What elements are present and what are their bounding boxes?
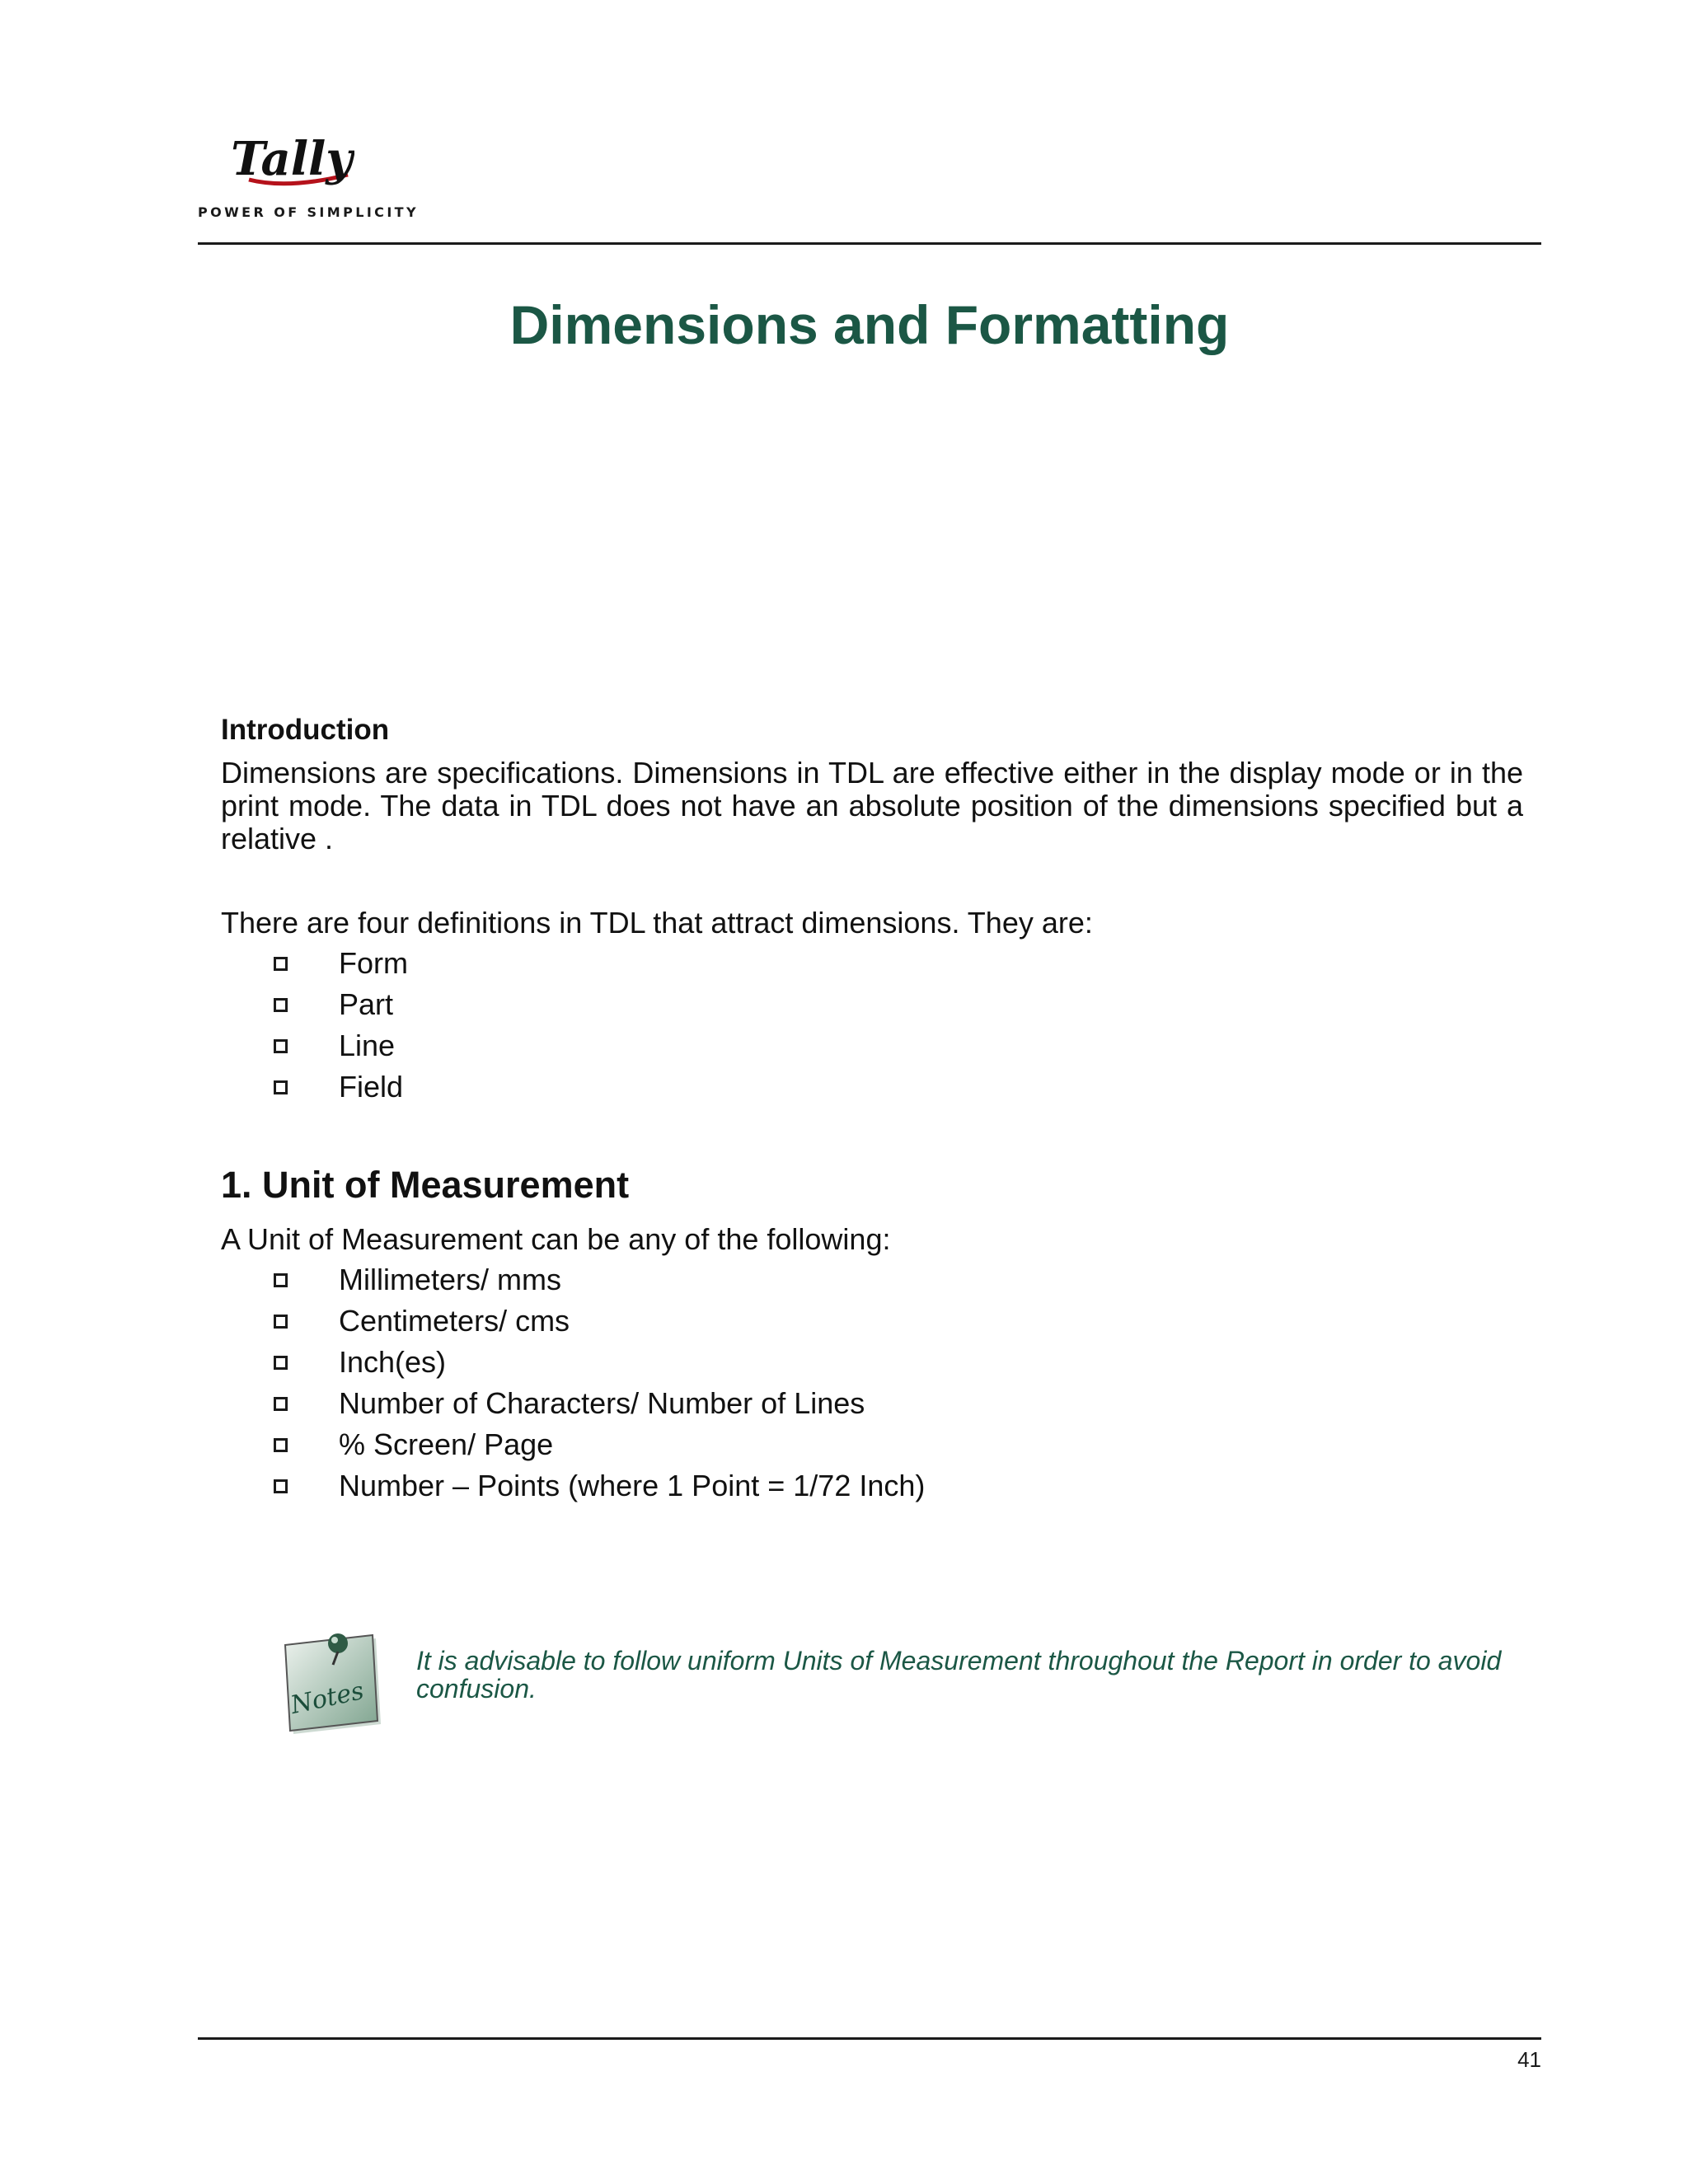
introduction-heading: Introduction xyxy=(221,714,390,746)
logo-wordmark: Tally xyxy=(231,132,353,186)
square-bullet-icon xyxy=(274,1479,288,1493)
header-rule xyxy=(198,242,1541,245)
definitions-list xyxy=(274,943,408,1108)
note-text: It is advisable to follow uniform Units of Measurement throughout the Report in order to avoid confusion. xyxy=(416,1646,1502,1704)
introduction-paragraph: Dimensions are specifications. Dimensions in TDL are effective either in the display mode or in the print mode. The data in TDL does not have an absolute position of the dimensions specified but a relative . xyxy=(221,756,1523,855)
square-bullet-icon xyxy=(274,957,288,971)
svg-text:Notes: Notes xyxy=(288,1676,367,1721)
list-item: Field xyxy=(274,1066,408,1108)
square-bullet-icon xyxy=(274,1273,288,1287)
square-bullet-icon xyxy=(274,1438,288,1452)
section-heading: 1. Unit of Measurement xyxy=(221,1164,630,1206)
units-lead: A Unit of Measurement can be any of the following: xyxy=(221,1222,891,1256)
list-item: Number – Points (where 1 Point = 1/72 Inch) xyxy=(274,1465,925,1507)
list-item: Number of Characters/ Number of Lines xyxy=(274,1383,925,1424)
square-bullet-icon xyxy=(274,1315,288,1329)
tally-logo xyxy=(198,132,419,231)
square-bullet-icon xyxy=(274,1356,288,1370)
square-bullet-icon xyxy=(274,1397,288,1411)
list-item: Part xyxy=(274,984,408,1025)
list-item: Line xyxy=(274,1025,408,1066)
list-item: % Screen/ Page xyxy=(274,1424,925,1465)
list-item: Centimeters/ cms xyxy=(274,1301,925,1342)
footer-rule xyxy=(198,2037,1541,2040)
list-item: Form xyxy=(274,943,408,984)
chapter-title: Dimensions and Formatting xyxy=(509,294,1230,355)
logo-tagline: POWER OF SIMPLICITY xyxy=(198,204,419,220)
list-item: Millimeters/ mms xyxy=(274,1259,925,1301)
square-bullet-icon xyxy=(274,998,288,1012)
square-bullet-icon xyxy=(274,1080,288,1094)
notes-pin-icon xyxy=(280,1624,386,1736)
tally-logo-icon xyxy=(231,132,354,198)
page-number: 41 xyxy=(1517,2047,1541,2072)
square-bullet-icon xyxy=(274,1039,288,1053)
units-list xyxy=(274,1259,925,1507)
definitions-lead: There are four definitions in TDL that attract dimensions. They are: xyxy=(221,906,1093,940)
list-item: Inch(es) xyxy=(274,1342,925,1383)
